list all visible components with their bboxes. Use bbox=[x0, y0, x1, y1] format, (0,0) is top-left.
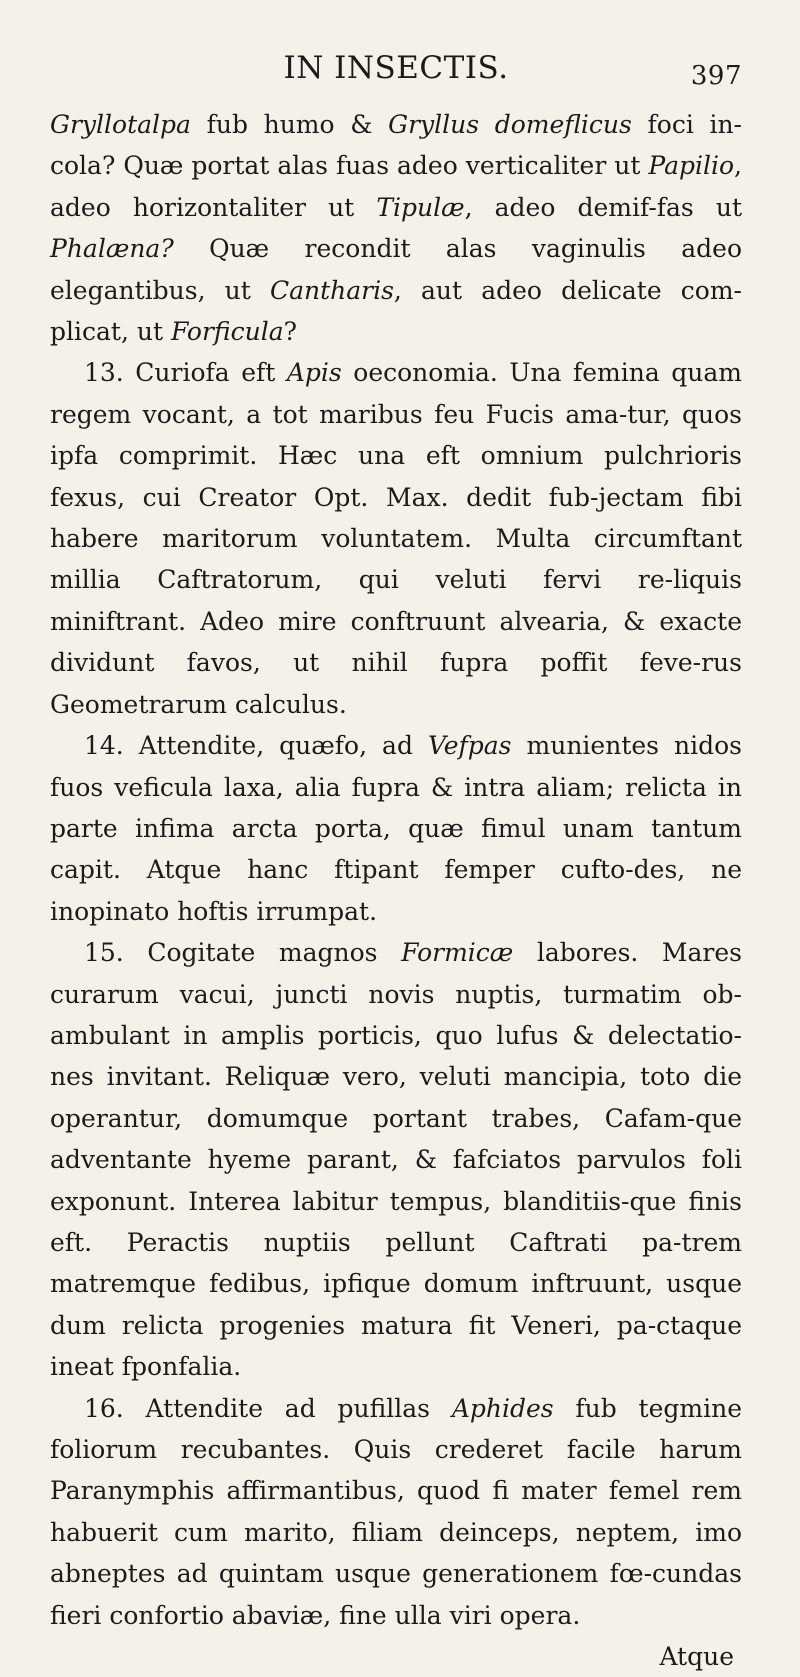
paragraph-p16 bbox=[50, 1388, 742, 1636]
text-run: labores. Mares curarum vacui, juncti novis nuptis, turmatim ob-ambulant in amplis porticis, quo lufus & delectatio-nes invitant. Reliquæ vero, veluti mancipia, toto die operantur, domumque portant trabes, Cafam-que adventante hyeme parant, & fafciatos parvulos foli exponunt. Interea labitur tempus, blanditiis-que finis eft. Peractis nuptiis pellunt Caftrati pa-trem matremque fedibus, ipfique domum inftruunt, usque dum relicta progenies matura fit Veneri, pa-ctaque ineat fponfalia. bbox=[50, 938, 743, 1382]
text-run: oeconomia. Una femina quam regem vocant, a tot maribus feu Fucis ama-tur, quos ipfa comprimit. Hæc una eft omnium pulchrioris fexus, cui Creator Opt. Max. dedit fub-jectam fibi habere maritorum voluntatem. Multa circumftant millia Caftratorum, qui veluti fervi re-liquis miniftrant. Adeo mire conftruunt alvearia, & exacte dividunt favos, ut nihil fupra poffit feve-rus Geometrarum calculus. bbox=[50, 358, 743, 719]
paragraph-p13 bbox=[50, 352, 742, 725]
italic-term: Aphides bbox=[451, 1393, 554, 1423]
text-run: ? bbox=[283, 317, 298, 347]
text-run: 16. Attendite ad pufillas bbox=[84, 1393, 452, 1423]
text-run: , aut adeo delicate com-plicat, ut bbox=[50, 275, 742, 347]
text-run: fub tegmine foliorum recubantes. Quis crederet facile harum Paranymphis affirmantibus, quod fi mater femel rem habuerit cum marito, filiam deinceps, neptem, imo abneptes ad quintam usque generationem fœ-cundas fieri confortio abaviæ, fine ulla viri opera. bbox=[50, 1393, 743, 1630]
italic-term: Formicæ bbox=[401, 938, 514, 968]
paragraph-p15 bbox=[50, 932, 742, 1387]
italic-term: Vefpas bbox=[427, 731, 512, 761]
text-run: 15. Cogitate magnos bbox=[84, 938, 402, 968]
catchword: Atque bbox=[659, 1642, 734, 1672]
italic-term: Gryllus domeflicus bbox=[388, 110, 632, 139]
text-run: Quæ recondit alas vaginulis adeo elegantibus, ut bbox=[50, 234, 742, 305]
running-head bbox=[50, 48, 742, 96]
text-run: , adeo horizontaliter ut bbox=[50, 151, 742, 222]
italic-term: Forficula bbox=[170, 317, 284, 347]
running-title: IN INSECTIS. bbox=[283, 50, 509, 86]
text-run: munientes nidos fuos veficula laxa, alia fupra & intra aliam; relicta in parte infima arcta porta, quæ fimul unam tantum capit. Atque hanc ftipant femper cufto-des, ne inopinato hoftis irrumpat. bbox=[50, 731, 742, 926]
text-run: fub humo & bbox=[190, 110, 389, 139]
text-run: 13. Curiofa eft bbox=[84, 358, 287, 388]
text-run: , adeo demif-fas ut bbox=[464, 192, 742, 222]
italic-term: Phalæna? bbox=[50, 234, 174, 264]
paragraph-p14 bbox=[50, 725, 742, 932]
italic-term: Papilio bbox=[648, 151, 735, 181]
paragraph-p-cont bbox=[50, 104, 742, 352]
italic-term: Tipulæ bbox=[376, 192, 465, 222]
text-run: 14. Attendite, quæfo, ad bbox=[84, 731, 428, 761]
italic-term: Apis bbox=[286, 358, 342, 388]
italic-term: Gryllotalpa bbox=[50, 110, 191, 139]
text-run: foci in-cola? Quæ portat alas fuas adeo verticaliter ut bbox=[50, 110, 743, 181]
page-number: 397 bbox=[690, 61, 742, 91]
body-text bbox=[50, 104, 742, 1636]
italic-term: Cantharis bbox=[269, 275, 394, 305]
